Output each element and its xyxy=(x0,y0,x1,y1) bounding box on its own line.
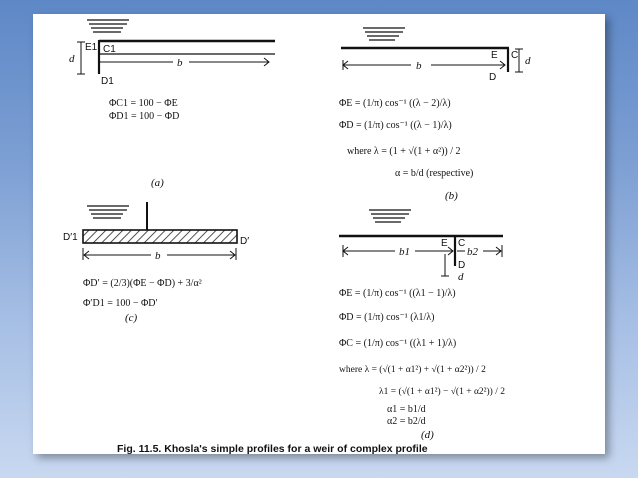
panel-c xyxy=(63,202,249,324)
water-surface-b xyxy=(363,28,405,40)
label-c1: C1 xyxy=(103,44,116,55)
water-surface-d xyxy=(369,210,411,222)
water-surface-c xyxy=(87,206,129,218)
label-c-d: C xyxy=(458,238,466,249)
eq-d-alpha1: α1 = b1/d xyxy=(387,404,426,415)
b1-dim-d xyxy=(343,245,453,257)
figure-caption: Fig. 11.5. Khosla's simple profiles for a weir of complex profile xyxy=(117,443,428,454)
depth-dim-d xyxy=(441,254,449,276)
eq-d-lambda1: λ1 = (√(1 + α1²) − √(1 + α2²)) / 2 xyxy=(379,387,505,397)
eq-b-1: ΦE = (1/π) cos⁻¹ ((λ − 2)/λ) xyxy=(339,98,451,109)
label-b1: b1 xyxy=(399,246,410,258)
label-d1prime: D′1 xyxy=(63,232,78,243)
caption-b: (b) xyxy=(445,190,458,202)
depth-dim-a xyxy=(77,42,85,74)
eq-d-where: where λ = (√(1 + α1²) + √(1 + α2²)) / 2 xyxy=(339,365,486,375)
eq-c-1: ΦD′ = (2/3)(ΦE − ΦD) + 3/α² xyxy=(83,278,202,289)
eq-c-2: Φ′D1 = 100 − ΦD′ xyxy=(83,298,158,309)
label-b2: b2 xyxy=(467,246,478,258)
panel-a xyxy=(69,20,275,189)
label-dpoint-b: D xyxy=(489,72,497,83)
water-surface-a xyxy=(87,20,129,32)
label-c-b: C xyxy=(511,50,519,61)
eq-d-1: ΦE = (1/π) cos⁻¹ ((λ1 − 1)/λ) xyxy=(339,288,456,299)
label-d-a: d xyxy=(69,53,75,65)
panel-b xyxy=(339,28,531,202)
eq-d-3: ΦC = (1/π) cos⁻¹ ((λ1 + 1)/λ) xyxy=(339,338,457,349)
label-e-b: E xyxy=(491,50,498,61)
label-e-d: E xyxy=(441,238,448,249)
label-e1: E1 xyxy=(85,42,98,53)
label-dpoint-d: D xyxy=(458,260,466,271)
eq-b-alpha: α = b/d (respective) xyxy=(395,168,474,179)
eq-b-2: ΦD = (1/π) cos⁻¹ ((λ − 1)/λ) xyxy=(339,120,452,131)
b-dim-a xyxy=(100,58,269,66)
eq-d-alpha2: α2 = b2/d xyxy=(387,416,426,427)
label-b-a: b xyxy=(177,57,183,69)
eq-a-2: ΦD1 = 100 − ΦD xyxy=(109,111,180,122)
panel-d xyxy=(339,210,505,441)
b-dim-b xyxy=(343,60,505,70)
khosla-profiles-figure xyxy=(33,14,605,454)
eq-d-2: ΦD = (1/π) cos⁻¹ (λ1/λ) xyxy=(339,312,435,323)
eq-a-1: ΦC1 = 100 − ΦE xyxy=(109,98,178,109)
caption-a: (a) xyxy=(151,177,164,189)
label-d-b: d xyxy=(525,55,531,67)
hatched-floor-c xyxy=(83,230,237,243)
caption-d: (d) xyxy=(421,429,434,441)
slide xyxy=(33,14,605,454)
label-b-c: b xyxy=(155,250,161,262)
caption-c: (c) xyxy=(125,312,138,324)
label-d-d: d xyxy=(458,271,464,283)
label-dprime: D′ xyxy=(240,236,250,247)
eq-b-where: where λ = (1 + √(1 + α²)) / 2 xyxy=(347,146,461,157)
label-d1: D1 xyxy=(101,76,114,87)
label-b-b: b xyxy=(416,60,422,72)
